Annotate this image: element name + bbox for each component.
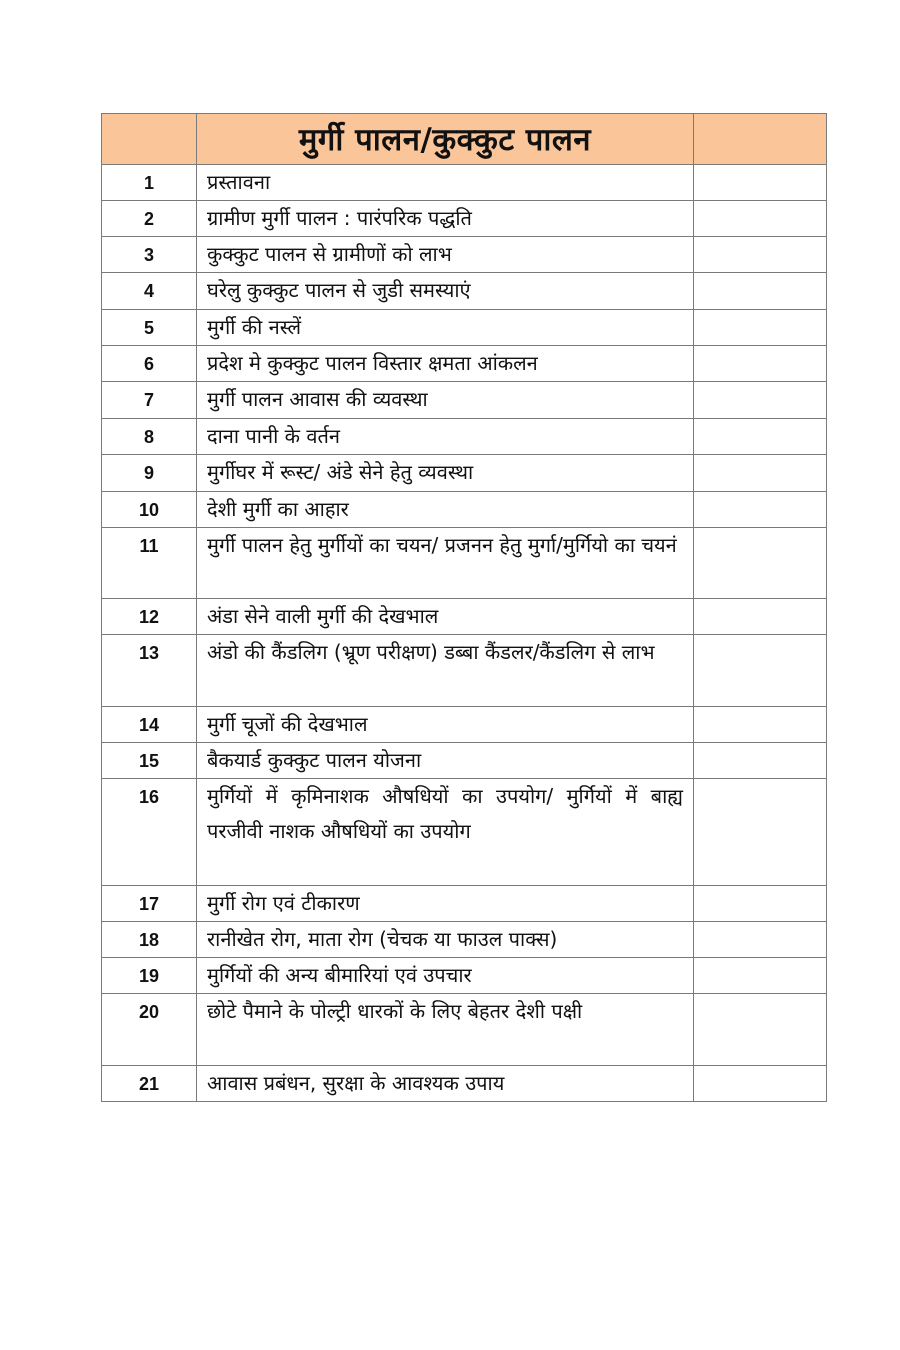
topic-cell	[197, 779, 694, 886]
topic-cell	[197, 346, 694, 382]
table-row	[102, 958, 827, 994]
page-number-cell	[694, 273, 827, 310]
row-number: 6	[102, 346, 197, 382]
topic-title: प्रदेश मे कुक्कुट पालन विस्तार क्षमता आंकलन	[207, 351, 538, 375]
table-row	[102, 599, 827, 635]
contents-body	[102, 165, 827, 1102]
table-row	[102, 779, 827, 886]
topic-title: घरेलु कुक्कुट पालन से जुडी समस्याएं	[207, 278, 471, 302]
page-number-cell	[694, 635, 827, 707]
topic-cell	[197, 707, 694, 743]
topic-title: देशी मुर्गी का आहार	[207, 497, 349, 521]
row-number: 7	[102, 382, 197, 419]
table-row	[102, 419, 827, 455]
topic-cell	[197, 382, 694, 419]
topic-cell	[197, 958, 694, 994]
topic-title: छोटे पैमाने के पोल्ट्री धारकों के लिए बेहतर देशी पक्षी	[207, 999, 583, 1023]
row-number: 1	[102, 165, 197, 201]
page-number-cell	[694, 382, 827, 419]
row-number: 20	[102, 994, 197, 1066]
row-number: 9	[102, 455, 197, 492]
topic-cell	[197, 419, 694, 455]
topic-title: बैकयार्ड कुक्कुट पालन योजना	[207, 748, 422, 772]
topic-cell	[197, 994, 694, 1066]
topic-cell	[197, 201, 694, 237]
topic-cell	[197, 273, 694, 310]
page-number-cell	[694, 886, 827, 922]
row-number: 21	[102, 1066, 197, 1102]
topic-cell	[197, 528, 694, 599]
table-row	[102, 273, 827, 310]
topic-cell	[197, 599, 694, 635]
topic-title: मुर्गी रोग एवं टीकारण	[207, 891, 360, 915]
table-row	[102, 528, 827, 599]
page-number-cell	[694, 994, 827, 1066]
table-row	[102, 922, 827, 958]
topic-cell	[197, 743, 694, 779]
row-number: 4	[102, 273, 197, 310]
table-row	[102, 201, 827, 237]
table-row	[102, 165, 827, 201]
table-row	[102, 886, 827, 922]
topic-cell	[197, 886, 694, 922]
page-number-cell	[694, 779, 827, 886]
page-number-cell	[694, 707, 827, 743]
table-row	[102, 492, 827, 528]
topic-cell	[197, 237, 694, 273]
row-number: 14	[102, 707, 197, 743]
topic-title: मुर्गीघर में रूस्ट/ अंडे सेने हेतु व्यवस्था	[207, 460, 474, 484]
topic-title: ग्रामीण मुर्गी पालन : पारंपरिक पद्धति	[207, 206, 472, 230]
page-number-cell	[694, 165, 827, 201]
row-number: 18	[102, 922, 197, 958]
page-number-cell	[694, 599, 827, 635]
topic-title: मुर्गी की नस्लें	[207, 315, 302, 339]
row-number: 15	[102, 743, 197, 779]
topic-cell	[197, 492, 694, 528]
table-row	[102, 707, 827, 743]
topic-title: अंडा सेने वाली मुर्गी की देखभाल	[207, 604, 439, 628]
header-number-cell	[102, 114, 197, 165]
row-number: 16	[102, 779, 197, 886]
row-number: 17	[102, 886, 197, 922]
row-number: 10	[102, 492, 197, 528]
table-row	[102, 382, 827, 419]
topic-cell	[197, 310, 694, 346]
topic-title: रानीखेत रोग, माता रोग (चेचक या फाउल पाक्स)	[207, 927, 558, 951]
topic-title: मुर्गी पालन हेतु मुर्गीयों का चयन/ प्रजनन हेतु मुर्गा/मुर्गियो का चयनं	[207, 533, 677, 557]
topic-title: कुक्कुट पालन से ग्रामीणों को लाभ	[207, 242, 452, 266]
page-number-cell	[694, 743, 827, 779]
page-number-cell	[694, 346, 827, 382]
table-row	[102, 1066, 827, 1102]
topic-title: अंडो की कैंडलिग (भ्रूण परीक्षण) डब्बा कैंडलर/कैंडलिग से लाभ	[207, 640, 655, 664]
table-row	[102, 455, 827, 492]
topic-cell	[197, 455, 694, 492]
row-number: 13	[102, 635, 197, 707]
row-number: 2	[102, 201, 197, 237]
topic-title: प्रस्तावना	[207, 170, 271, 194]
page-number-cell	[694, 492, 827, 528]
page-number-cell	[694, 201, 827, 237]
topic-cell	[197, 165, 694, 201]
header-page-cell	[694, 114, 827, 165]
document-title: मुर्गी पालन/कुक्कुट पालन	[197, 114, 694, 165]
table-row	[102, 994, 827, 1066]
row-number: 12	[102, 599, 197, 635]
topic-cell	[197, 922, 694, 958]
topic-title: दाना पानी के वर्तन	[207, 424, 340, 448]
row-number: 8	[102, 419, 197, 455]
table-row	[102, 635, 827, 707]
page-number-cell	[694, 1066, 827, 1102]
topic-title: मुर्गी पालन आवास की व्यवस्था	[207, 387, 428, 411]
topic-title: आवास प्रबंधन, सुरक्षा के आवश्यक उपाय	[207, 1071, 505, 1095]
row-number: 19	[102, 958, 197, 994]
contents-table	[101, 113, 827, 1102]
page-number-cell	[694, 528, 827, 599]
page-number-cell	[694, 958, 827, 994]
table-row	[102, 237, 827, 273]
row-number: 11	[102, 528, 197, 599]
topic-cell	[197, 1066, 694, 1102]
table-row	[102, 310, 827, 346]
table-row	[102, 346, 827, 382]
header-row	[102, 114, 827, 165]
page-number-cell	[694, 419, 827, 455]
topic-title: मुर्गियों की अन्य बीमारियां एवं उपचार	[207, 963, 472, 987]
page-number-cell	[694, 237, 827, 273]
topic-cell	[197, 635, 694, 707]
topic-title: मुर्गियों में कृमिनाशक औषधियों का उपयोग/ मुर्गियों में बाह्य परजीवी नाशक औषधियों का उपयोग	[207, 784, 683, 843]
page-number-cell	[694, 455, 827, 492]
row-number: 3	[102, 237, 197, 273]
page-number-cell	[694, 310, 827, 346]
table-row	[102, 743, 827, 779]
topic-title: मुर्गी चूजों की देखभाल	[207, 712, 368, 736]
row-number: 5	[102, 310, 197, 346]
page-number-cell	[694, 922, 827, 958]
